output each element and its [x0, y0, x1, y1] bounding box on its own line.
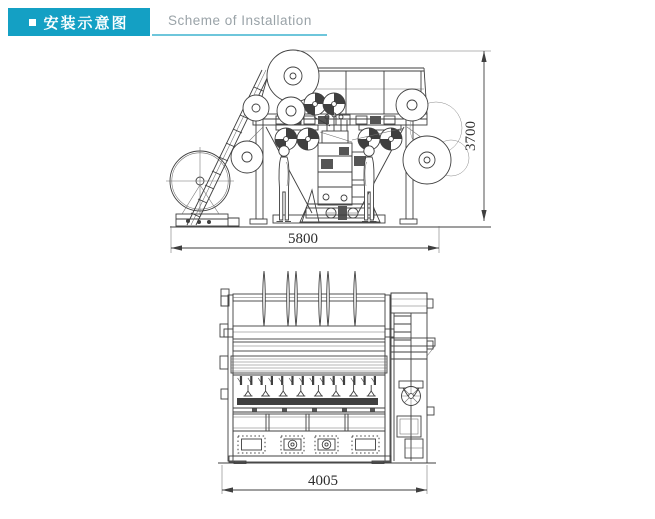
under-beam-rollers	[275, 125, 404, 150]
side-view-drawing	[166, 50, 491, 253]
mid-frame	[233, 414, 385, 431]
front-view-drawing	[218, 271, 436, 494]
front-view-width-label: 4005	[308, 473, 338, 489]
thread-disc-shaft	[221, 271, 385, 326]
left-flange-tabs	[220, 296, 228, 399]
right-ladder-tower	[391, 293, 435, 463]
dimension-5800	[171, 226, 439, 253]
page-subtitle-en: Scheme of Installation	[168, 13, 312, 28]
bottom-door-panels	[218, 431, 436, 464]
side-rollers	[231, 89, 469, 184]
dimension-4005	[222, 465, 427, 494]
page-title-zh: 安装示意图	[43, 14, 129, 32]
side-view-height-label: 3700	[463, 121, 479, 151]
needle-bar-row	[233, 375, 385, 385]
operator-figure-left	[277, 146, 292, 222]
presser-feet-row	[233, 385, 385, 412]
side-view-width-label: 5800	[288, 231, 318, 247]
front-rollers	[224, 326, 394, 373]
